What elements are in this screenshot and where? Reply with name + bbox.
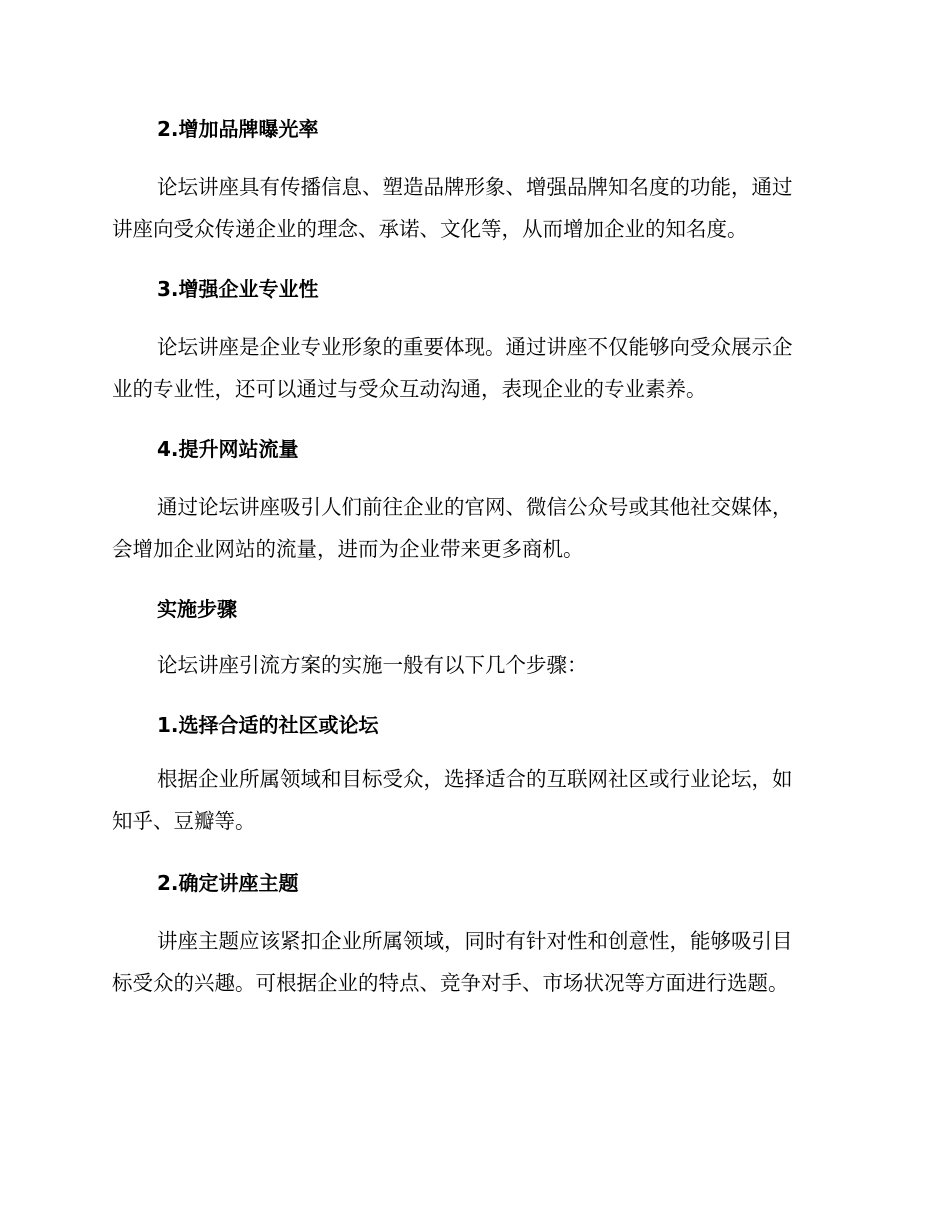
paragraph-line: 通过论坛讲座吸引人们前往企业的官网、微信公众号或其他社交媒体， bbox=[157, 495, 793, 519]
paragraph-line: 论坛讲座引流方案的实施一般有以下几个步骤： bbox=[157, 653, 588, 677]
section-heading-website-traffic: 4.提升网站流量 bbox=[157, 437, 299, 461]
paragraph-line: 业的专业性，还可以通过与受众互动沟通，表现企业的专业素养。 bbox=[112, 377, 707, 401]
paragraph-line: 讲座向受众传递企业的理念、承诺、文化等，从而增加企业的知名度。 bbox=[112, 217, 748, 241]
section-heading-choose-community: 1.选择合适的社区或论坛 bbox=[157, 713, 379, 737]
section-heading-implementation-steps: 实施步骤 bbox=[157, 597, 237, 621]
paragraph-implementation-steps bbox=[112, 644, 840, 686]
paragraph-line: 根据企业所属领域和目标受众，选择适合的互联网社区或行业论坛，如 bbox=[157, 767, 793, 791]
paragraph-brand-exposure bbox=[112, 166, 840, 250]
paragraph-line: 知乎、豆瓣等。 bbox=[112, 809, 256, 833]
paragraph-line: 讲座主题应该紧扣企业所属领域，同时有针对性和创意性，能够吸引目 bbox=[157, 929, 793, 953]
paragraph-lecture-topic bbox=[112, 920, 840, 1004]
paragraph-line: 论坛讲座具有传播信息、塑造品牌形象、增强品牌知名度的功能，通过 bbox=[157, 175, 793, 199]
section-heading-lecture-topic: 2.确定讲座主题 bbox=[157, 871, 299, 895]
paragraph-line: 会增加企业网站的流量，进而为企业带来更多商机。 bbox=[112, 537, 584, 561]
paragraph-choose-community bbox=[112, 758, 840, 842]
section-heading-brand-exposure: 2.增加品牌曝光率 bbox=[157, 117, 319, 141]
section-heading-professionalism: 3.增强企业专业性 bbox=[157, 277, 319, 301]
paragraph-professionalism bbox=[112, 326, 840, 410]
paragraph-line: 标受众的兴趣。可根据企业的特点、竞争对手、市场状况等方面进行选题。 bbox=[112, 971, 789, 995]
paragraph-website-traffic bbox=[112, 486, 840, 570]
paragraph-line: 论坛讲座是企业专业形象的重要体现。通过讲座不仅能够向受众展示企 bbox=[157, 335, 793, 359]
